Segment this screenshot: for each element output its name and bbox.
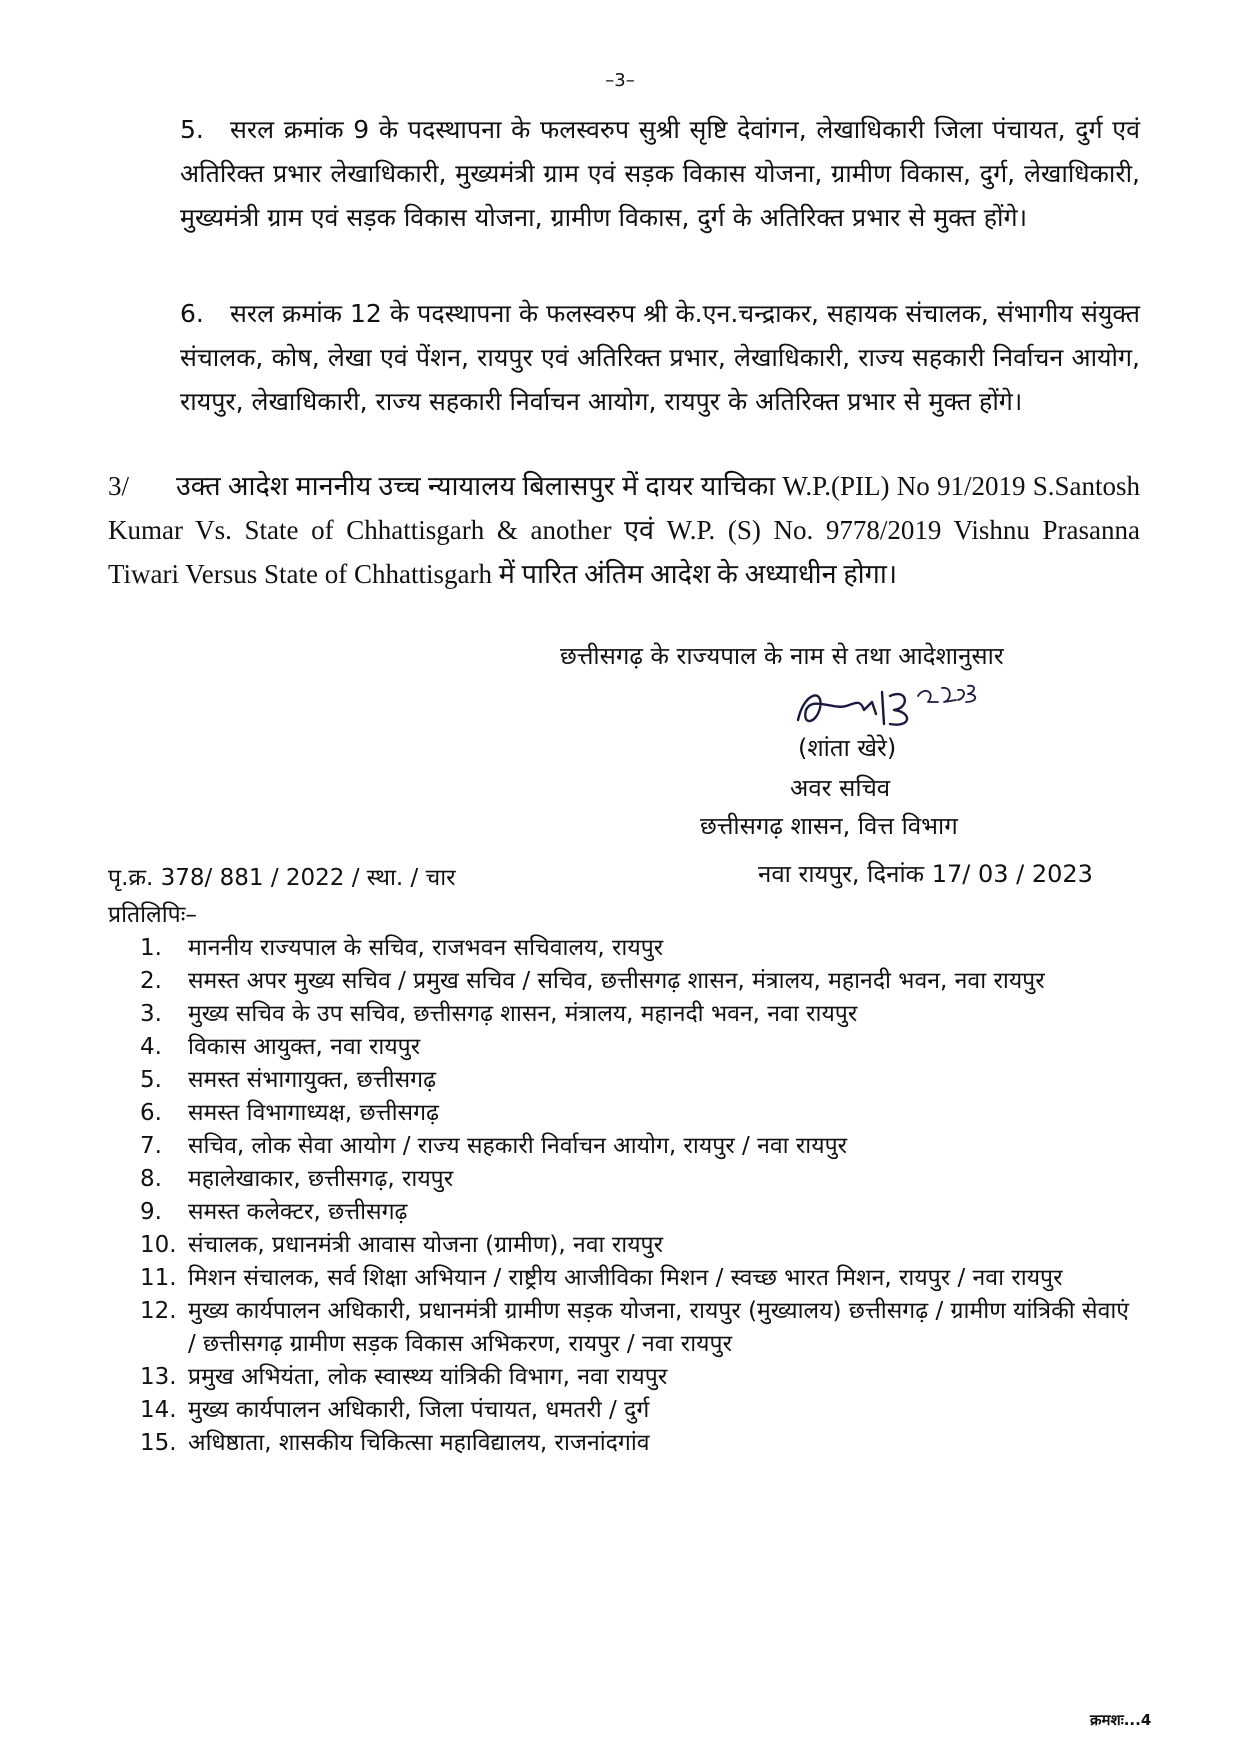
list-item-text: मुख्य सचिव के उप सचिव, छत्तीसगढ़ शासन, मंत्रालय, महानदी भवन, नवा रायपुर	[188, 1001, 858, 1027]
list-item	[140, 1295, 1140, 1361]
list-item-number: 10.	[140, 1232, 177, 1258]
list-item-number: 8.	[140, 1166, 162, 1192]
list-item-text: संचालक, प्रधानमंत्री आवास योजना (ग्रामीण), नवा रायपुर	[188, 1232, 664, 1258]
list-item	[140, 1097, 1140, 1130]
list-item-text: मुख्य कार्यपालन अधिकारी, जिला पंचायत, धमतरी / दुर्ग	[188, 1397, 650, 1423]
list-item	[140, 1130, 1140, 1163]
list-item-number: 5.	[140, 1067, 162, 1093]
signatory-name: (शांता खेरे)	[798, 734, 897, 762]
list-item-text: महालेखाकार, छत्तीसगढ़, रायपुर	[188, 1166, 454, 1192]
list-item-text: समस्त संभागायुक्त, छत्तीसगढ़	[188, 1067, 437, 1093]
list-item-number: 3.	[140, 1001, 162, 1027]
list-item-text: विकास आयुक्त, नवा रायपुर	[188, 1034, 421, 1060]
list-item-text: अधिष्ठाता, शासकीय चिकित्सा महाविद्यालय, राजनांदगांव	[188, 1430, 650, 1456]
copy-to-heading: प्रतिलिपिः–	[108, 902, 197, 928]
list-item	[140, 1229, 1140, 1262]
paragraph-text: सरल क्रमांक 12 के पदस्थापना के फलस्वरुप श्री के.एन.चन्द्राकर, सहायक संचालक, संभागीय संयुक्त संचालक, कोष, लेखा एवं पेंशन, रायपुर एवं अतिरिक्त प्रभार, लेखाधिकारी, राज्य सहकारी निर्वाचन आयोग, रायपुर, लेखाधिकारी, राज्य सहकारी निर्वाचन आयोग, रायपुर के अतिरिक्त प्रभार से मुक्त होंगे।	[180, 299, 1140, 416]
list-item	[140, 1196, 1140, 1229]
list-item-number: 1.	[140, 935, 162, 961]
list-item-number: 7.	[140, 1133, 162, 1159]
list-item-number: 2.	[140, 968, 162, 994]
list-item-number: 13.	[140, 1364, 177, 1390]
reference-number: पृ.क्र. 378/ 881 / 2022 / स्था. / चार	[108, 865, 456, 891]
clause-number: 3/	[108, 471, 130, 501]
list-item-number: 9.	[140, 1199, 162, 1225]
paragraph-5	[180, 108, 1140, 240]
list-item	[140, 1163, 1140, 1196]
copy-to-list	[140, 932, 1140, 1460]
signatory-department: छत्तीसगढ़ शासन, वित्त विभाग	[700, 812, 958, 840]
list-item-text: मिशन संचालक, सर्व शिक्षा अभियान / राष्ट्रीय आजीविका मिशन / स्वच्छ भारत मिशन, रायपुर / नवा रायपुर	[188, 1265, 1063, 1291]
clause-text: उक्त आदेश माननीय उच्च न्यायालय बिलासपुर में दायर याचिका W.P.(PIL) No 91/2019 S.Santosh Kumar Vs. State of Chhattisgarh & another एवं W.P. (S) No. 9778/2019 Vishnu Prasanna Tiwari Versus State of Chhattisgarh में पारित अंतिम आदेश के अध्याधीन होगा।	[108, 471, 1140, 589]
list-item	[140, 932, 1140, 965]
paragraph-text: सरल क्रमांक 9 के पदस्थापना के फलस्वरुप सुश्री सृष्टि देवांगन, लेखाधिकारी जिला पंचायत, दुर्ग एवं अतिरिक्त प्रभार लेखाधिकारी, मुख्यमंत्री ग्राम एवं सड़क विकास योजना, ग्रामीण विकास, दुर्ग, लेखाधिकारी, मुख्यमंत्री ग्राम एवं सड़क विकास योजना, ग्रामीण विकास, दुर्ग के अतिरिक्त प्रभार से मुक्त होंगे।	[180, 115, 1140, 232]
list-item-text: समस्त विभागाध्यक्ष, छत्तीसगढ़	[188, 1100, 439, 1126]
list-item	[140, 1262, 1140, 1295]
list-item-number: 11.	[140, 1265, 177, 1291]
list-item-text: सचिव, लोक सेवा आयोग / राज्य सहकारी निर्वाचन आयोग, रायपुर / नवा रायपुर	[188, 1133, 848, 1159]
by-order-line: छत्तीसगढ़ के राज्यपाल के नाम से तथा आदेशानुसार	[560, 642, 1004, 670]
list-item-number: 14.	[140, 1397, 177, 1423]
paragraph-number: 5.	[180, 115, 204, 144]
list-item-number: 12.	[140, 1298, 177, 1324]
list-item	[140, 1427, 1140, 1460]
list-item	[140, 1031, 1140, 1064]
list-item	[140, 1064, 1140, 1097]
list-item-number: 6.	[140, 1100, 162, 1126]
list-item-text: प्रमुख अभियंता, लोक स्वास्थ्य यांत्रिकी विभाग, नवा रायपुर	[188, 1364, 668, 1390]
paragraph-number: 6.	[180, 299, 204, 328]
list-item-text: समस्त कलेक्टर, छत्तीसगढ़	[188, 1199, 408, 1225]
place-and-date: नवा रायपुर, दिनांक 17/ 03 / 2023	[758, 860, 1093, 888]
continued-marker: क्रमशः...4	[1090, 1711, 1152, 1729]
list-item	[140, 965, 1140, 998]
page-number: –3–	[605, 70, 635, 91]
signatory-designation: अवर सचिव	[790, 774, 891, 802]
list-item-text: मुख्य कार्यपालन अधिकारी, प्रधानमंत्री ग्रामीण सड़क योजना, रायपुर (मुख्यालय) छत्तीसगढ़ / ग्रामीण यांत्रिकी सेवाएं / छत्तीसगढ़ ग्रामीण सड़क विकास अभिकरण, रायपुर / नवा रायपुर	[188, 1298, 1130, 1357]
list-item-number: 4.	[140, 1034, 162, 1060]
list-item	[140, 1361, 1140, 1394]
list-item-text: माननीय राज्यपाल के सचिव, राजभवन सचिवालय, रायपुर	[188, 935, 664, 961]
clause-3	[108, 464, 1140, 596]
list-item	[140, 998, 1140, 1031]
list-item	[140, 1394, 1140, 1427]
list-item-text: समस्त अपर मुख्य सचिव / प्रमुख सचिव / सचिव, छत्तीसगढ़ शासन, मंत्रालय, महानदी भवन, नवा रायपुर	[188, 968, 1045, 994]
paragraph-6	[180, 292, 1140, 424]
list-item-number: 15.	[140, 1430, 177, 1456]
